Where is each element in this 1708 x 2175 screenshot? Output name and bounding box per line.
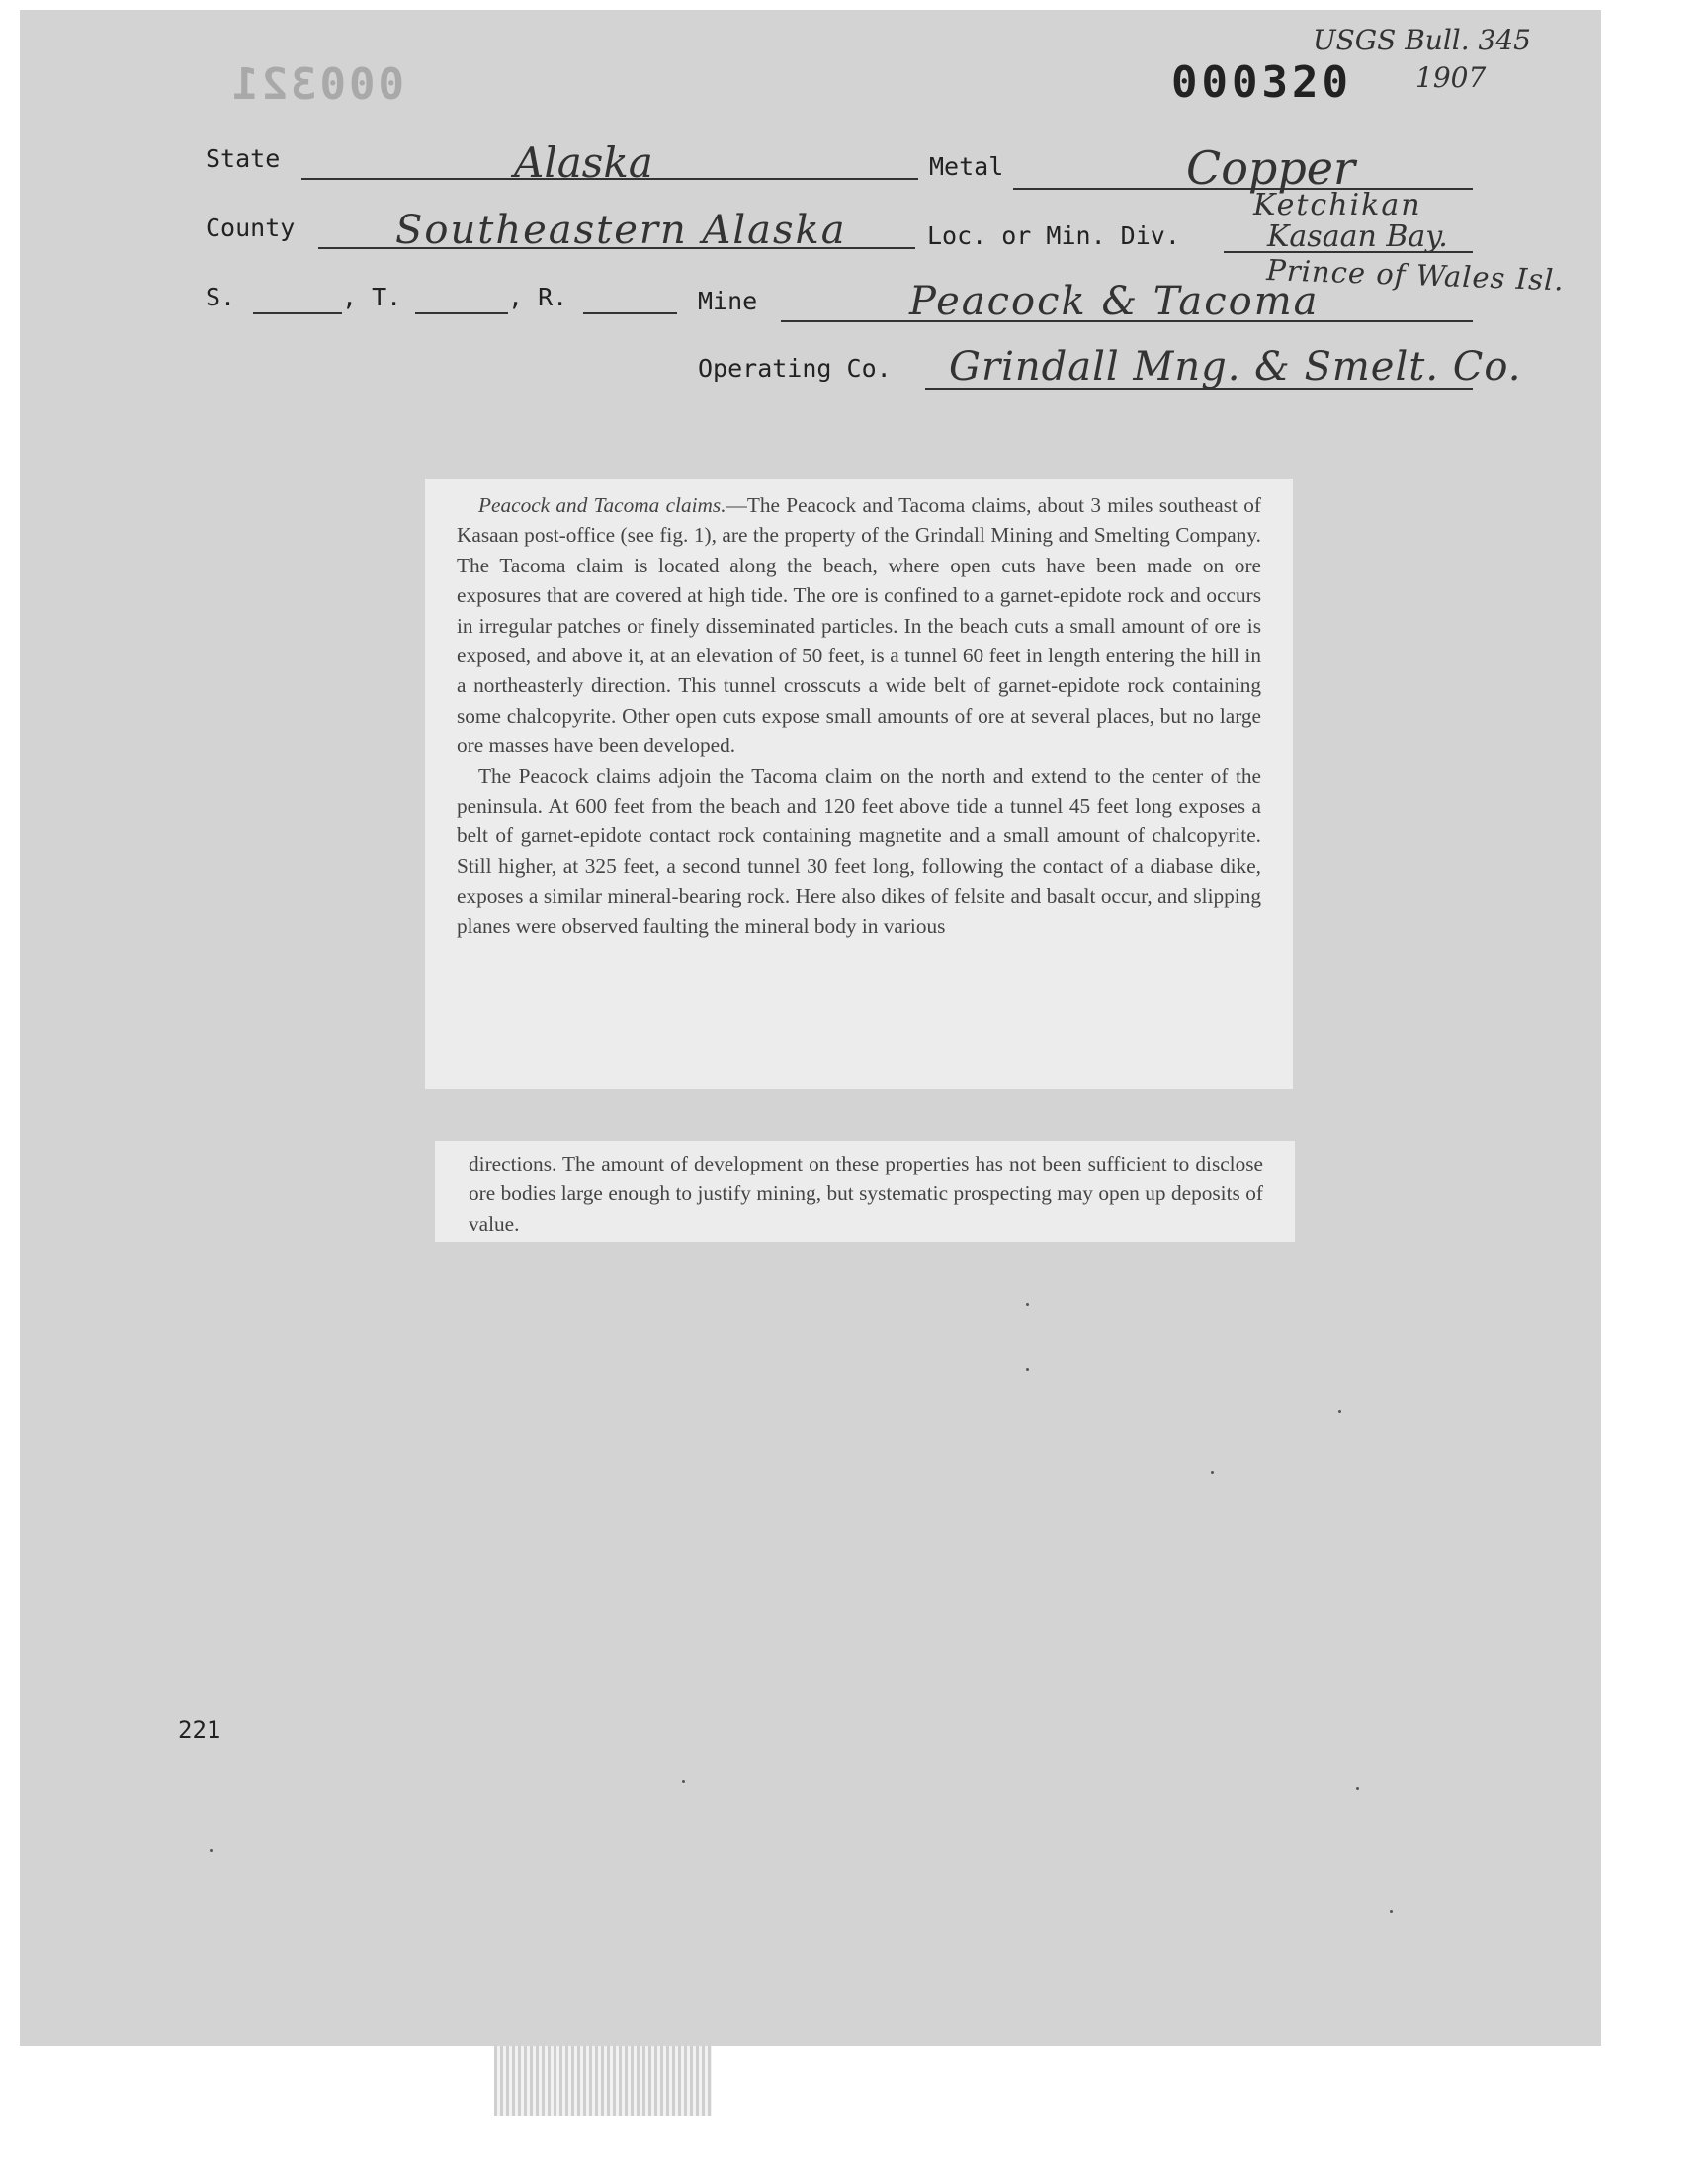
location-island: Prince of Wales Isl.	[1265, 253, 1566, 298]
mine-value: Peacock & Tacoma	[909, 279, 1320, 324]
metal-value: Copper	[1186, 141, 1355, 195]
scan-speck	[682, 1780, 685, 1783]
section-label: S.	[206, 283, 236, 311]
scan-speck	[1211, 1471, 1214, 1474]
scan-speck	[1390, 1910, 1393, 1913]
mine-label: Mine	[698, 287, 758, 315]
operating-company-label: Operating Co.	[698, 354, 892, 383]
clipping-heading: Peacock and Tacoma claims.	[478, 493, 726, 517]
township-underline	[415, 312, 508, 314]
clipping-continuation-text: directions. The amount of development on these properties has not been sufficient to disclose ore bodies large enough to justify mining, but systematic prospecting may open up deposits of value.	[469, 1152, 1263, 1236]
location-bay: Kasaan Bay.	[1267, 219, 1448, 254]
scan-speck	[1026, 1368, 1029, 1371]
scan-edge-artifact	[494, 2046, 712, 2116]
text-clipping-continuation	[435, 1141, 1295, 1242]
scan-speck	[1026, 1303, 1029, 1306]
scan-speck	[210, 1849, 213, 1852]
clipping-paragraph-tacoma: —The Peacock and Tacoma claims, about 3 miles southeast of Kasaan post-office (see fig. 1), are the property of the Grindall Mining and Smelting Company. The Tacoma claim is located along the beach, where open cuts have been made on ore exposures that are covered at high tide. The ore is confined to a garnet-epidote rock and occurs in irregular patches or finely disseminated particles. In the beach cuts a small amount of ore is exposed, and above it, at an elevation of 50 feet, is a tunnel 60 feet in length entering the hill in a northeasterly direction. This tunnel crosscuts a wide belt of garnet-epidote rock containing some chalcopyrite. Other open cuts expose small amounts of ore at several places, but no large ore masses have been developed.	[457, 493, 1261, 758]
range-underline	[583, 312, 677, 314]
mirrored-stamp-number: 000321	[229, 59, 404, 110]
document-number: 000320	[1171, 57, 1352, 108]
scan-speck	[1338, 1410, 1341, 1413]
county-label: County	[206, 214, 296, 242]
state-label: State	[206, 144, 281, 173]
source-note-year: 1907	[1415, 61, 1487, 94]
scan-speck	[1356, 1787, 1359, 1790]
text-clipping-main	[425, 478, 1293, 1089]
page-number: 221	[178, 1716, 221, 1744]
state-value: Alaska	[514, 138, 653, 187]
clipping-paragraph-peacock: The Peacock claims adjoin the Tacoma claim on the north and extend to the center of the peninsula. At 600 feet from the beach and 120 feet above tide a tunnel 45 feet long exposes a belt of garnet-epidote contact rock containing magnetite and a small amount of chalcopyrite. Still higher, at 325 feet, a second tunnel 30 feet long, following the contact of a diabase dike, exposes a similar mineral-bearing rock. Here also dikes of felsite and basalt occur, and slipping planes were observed faulting the mineral body in various	[457, 763, 1261, 938]
location-label: Loc. or Min. Div.	[927, 221, 1180, 250]
source-note-bulletin: USGS Bull. 345	[1313, 24, 1531, 56]
township-label: , T.	[342, 283, 402, 311]
metal-label: Metal	[929, 152, 1004, 181]
scanned-page	[20, 10, 1601, 2046]
section-underline	[253, 312, 342, 314]
range-label: , R.	[508, 283, 568, 311]
location-district: Ketchikan	[1253, 188, 1422, 222]
operating-company-value: Grindall Mng. & Smelt. Co.	[949, 344, 1522, 390]
county-value: Southeastern Alaska	[395, 208, 847, 253]
